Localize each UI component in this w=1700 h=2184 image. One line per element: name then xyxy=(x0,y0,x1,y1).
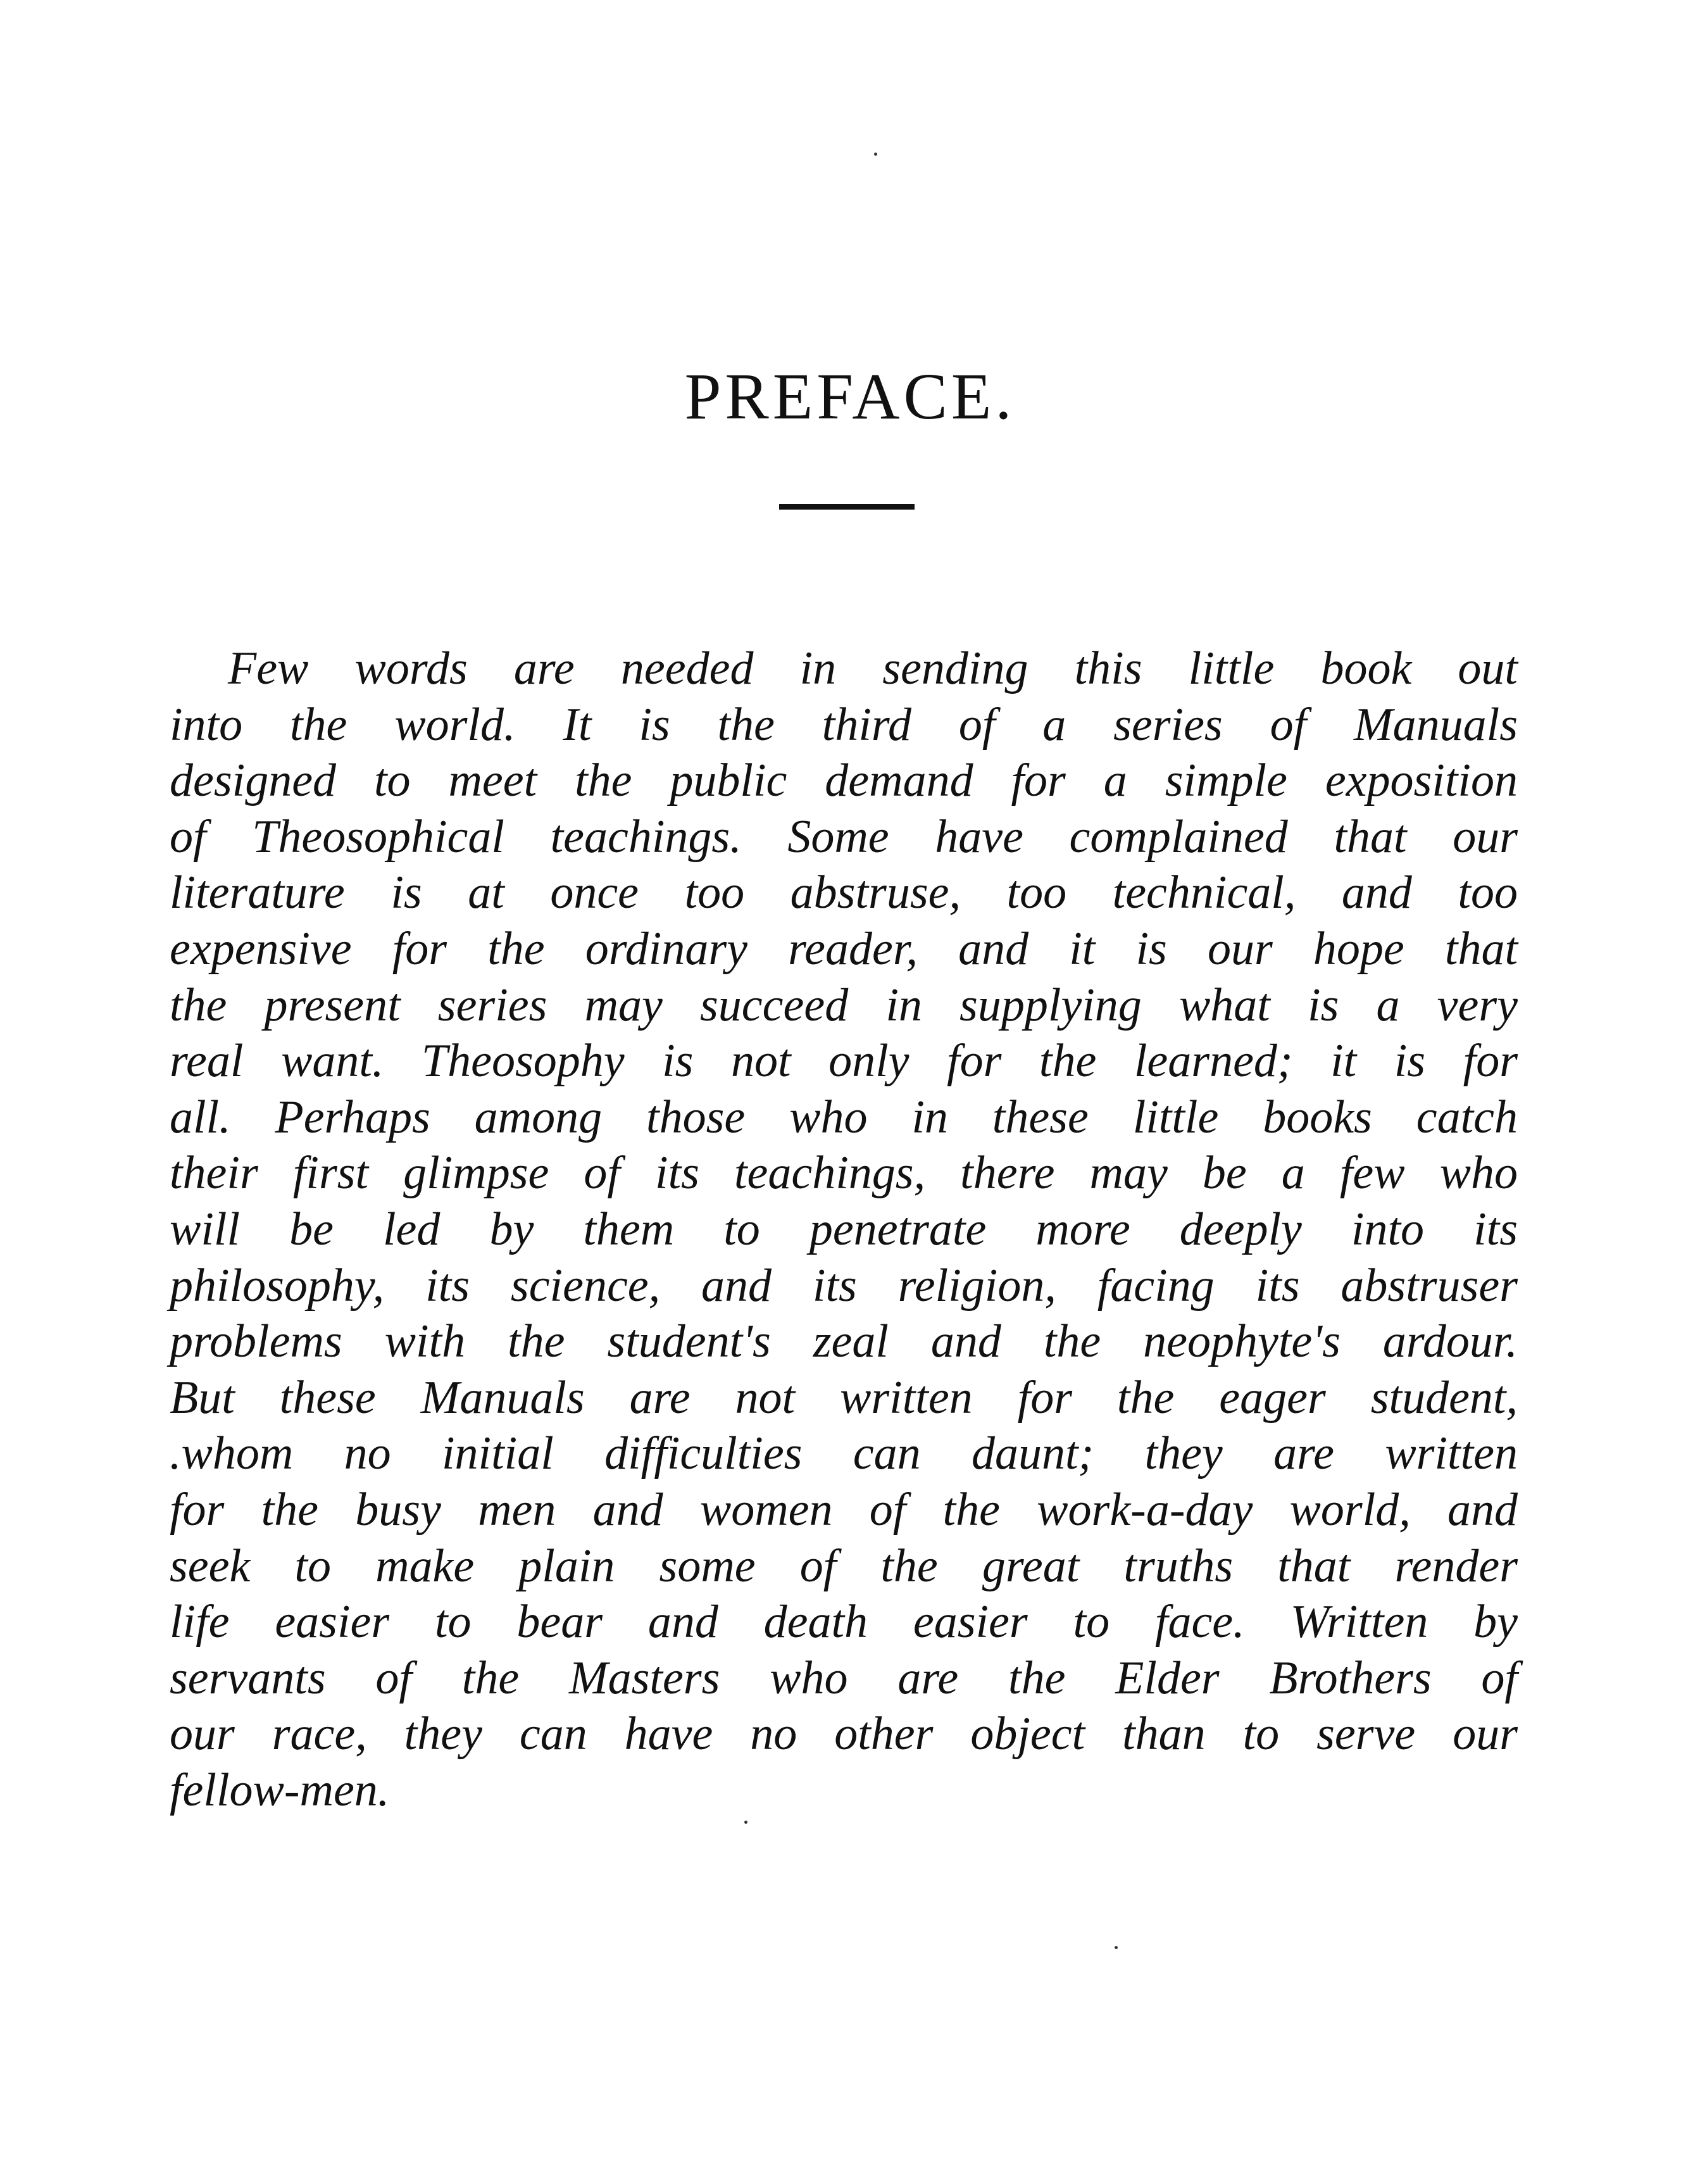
text-line: will be led by them to penetrate more deeply into its xyxy=(170,1203,1518,1255)
text-line: our race, they can have no other object than to serve our xyxy=(170,1708,1518,1760)
text-line: all. Perhaps among those who in these little books catch xyxy=(170,1091,1518,1143)
title-rule xyxy=(779,504,915,510)
paper-speck xyxy=(874,153,877,156)
text-line: literature is at once too abstruse, too technical, and too xyxy=(170,867,1518,919)
text-line: Few words are needed in sending this little book out xyxy=(228,643,1518,694)
text-line: their first glimpse of its teachings, there may be a few who xyxy=(170,1147,1518,1200)
text-line: .whom no initial difficulties can daunt; they are written xyxy=(170,1428,1518,1480)
text-line: of Theosophical teachings. Some have complained that our xyxy=(170,810,1518,863)
text-line: for the busy men and women of the work-a-day world, and xyxy=(170,1483,1518,1536)
text-line: real want. Theosophy is not only for the learned; it is for xyxy=(170,1035,1518,1088)
text-line: But these Manuals are not written for the eager student, xyxy=(170,1371,1518,1424)
text-line: philosophy, its science, and its religion, facing its abstruser xyxy=(170,1259,1518,1312)
text-line: seek to make plain some of the great truths that render xyxy=(170,1540,1518,1592)
paper-speck xyxy=(1115,1946,1118,1949)
page-title: PREFACE. xyxy=(684,360,1016,433)
preface-paragraph xyxy=(170,641,1518,1818)
text-line-last: fellow-men. xyxy=(170,1764,390,1816)
text-line: life easier to bear and death easier to face. Written by xyxy=(170,1596,1518,1648)
text-line: into the world. It is the third of a series of Manuals xyxy=(170,698,1518,751)
paper-speck xyxy=(744,1821,747,1824)
text-line: problems with the student's zeal and the neophyte's ardour. xyxy=(170,1315,1518,1368)
text-line: expensive for the ordinary reader, and it is our hope that xyxy=(170,922,1518,975)
text-line: servants of the Masters who are the Elder Brothers of xyxy=(170,1652,1518,1704)
text-line: the present series may succeed in supplying what is a very xyxy=(170,979,1518,1031)
text-line: designed to meet the public demand for a simple exposition xyxy=(170,755,1518,807)
